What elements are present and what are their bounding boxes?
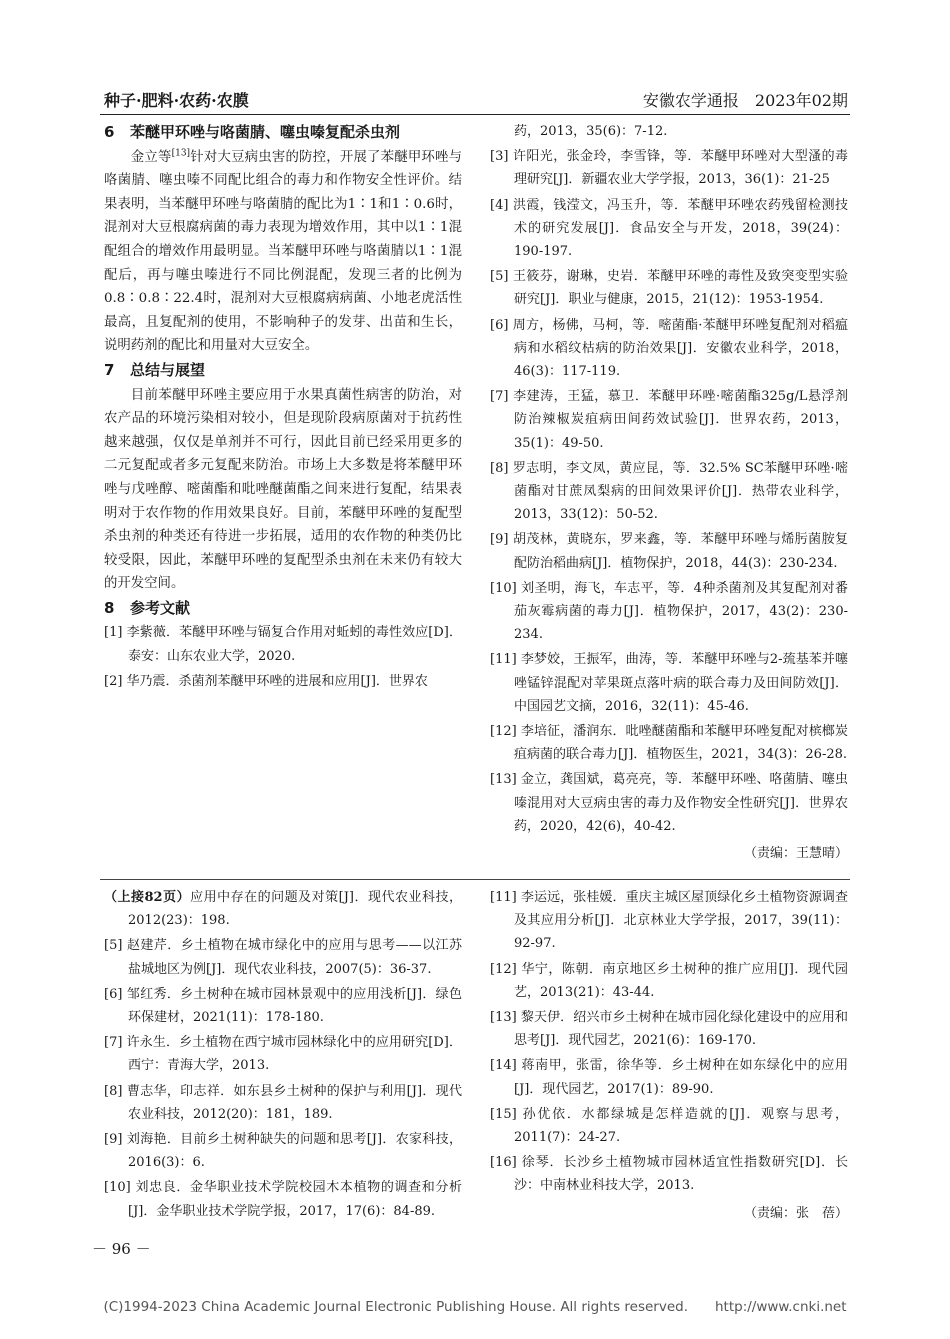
section-title: 总结与展望: [130, 360, 206, 379]
upper-left-column: [104, 120, 462, 695]
reference-item: [12] 华宁，陈朝．南京地区乡土树种的推广应用[J]．现代园艺，2013(21)：43-44.: [490, 961, 848, 1000]
para-text: 针对大豆病虫害的防控，开展了苯醚甲环唑与咯菌腈、噻虫嗪不同配比组合的毒力和作物安全性评价。结果表明，当苯醚甲环唑与咯菌腈的配比为1∶1和1∶0.6时，混剂对大豆根腐病菌的毒力表现为增效作用，其中以1∶1混配组合的增效作用最明显。当苯醚甲环唑与咯菌腈以1∶1混配后，再与噻虫嗪进行不同比例混配，发现三者的比例为0.8∶0.8∶22.4时，混剂对大豆根腐病病菌、小地老虎活性最高，且复配剂的使用，不影响种子的发芽、出苗和生长，说明药剂的配比和用量对大豆安全。: [104, 149, 463, 354]
section-6-heading: [104, 121, 462, 145]
section-7-heading: [104, 359, 462, 383]
section-6-paragraph: [104, 146, 462, 358]
continued-from-label: （上接82页）: [104, 890, 191, 905]
lower-left-column: [104, 886, 462, 1225]
reference-item: [8] 罗志明，李文凤，黄应昆，等．32.5% SC苯醚甲环唑·嘧菌酯对甘蔗凤梨病的田间效果评价[J]．热带农业科学，2013，33(12)：50-52.: [490, 460, 848, 523]
citation-superscript: [13]: [171, 148, 191, 159]
reference-item: [5] 赵建芹．乡土植物在城市绿化中的应用与思考——以江苏盐城地区为例[J]．现代农业科技，2007(5)：36-37.: [104, 938, 462, 977]
section-number: 8: [104, 598, 115, 617]
reference-text: 应用中存在的问题及对策[J]．现代农业科技，2012(23)：198.: [128, 890, 463, 929]
section-8-heading: [104, 597, 462, 621]
copyright-footer: (C)1994-2023 China Academic Journal Electronic Publishing House. All rights reserved. http://www.cnki.net: [103, 1299, 847, 1315]
journal-title-issue: 安徽农学通报 2023年02期: [642, 91, 848, 110]
reference-item: [1] 李紫薇．苯醚甲环唑与镉复合作用对蚯蚓的毒性效应[D]．泰安：山东农业大学，2020.: [104, 625, 462, 664]
reference-item: [12] 李培征，潘润东．吡唑醚菌酯和苯醚甲环唑复配对槟榔炭疽病菌的联合毒力[J]．植物医生，2021，34(3)：26-28.: [490, 724, 848, 763]
reference-item: [2] 华乃震．杀菌剂苯醚甲环唑的进展和应用[J]．世界农: [104, 673, 428, 689]
reference-item: [16] 徐琴．长沙乡土植物城市园林适宜性指数研究[D]．长沙：中南林业科技大学，2013.: [490, 1155, 848, 1194]
reference-item: [11] 李梦姣，王振军，曲涛，等．苯醚甲环唑与2-巯基苯并噻唑锰锌混配对苹果斑点落叶病的联合毒力及田间防效[J]．中国园艺文摘，2016，32(11)：45-46.: [490, 652, 848, 714]
section-number: 6: [104, 123, 115, 141]
section-7-paragraph: 目前苯醚甲环唑主要应用于水果真菌性病害的防治，对农产品的环境污染相对较小，但是现阶段病原菌对于抗药性越来越强，仅仅是单剂并不可行，因此目前已经采用更多的二元复配或者多元复配来防治。市场上大多数是将苯醚甲环唑与戊唑醇、嘧菌酯和吡唑醚菌酯之间来进行复配，结果表明对于农作物的作用效果良好。目前，苯醚甲环唑的复配型杀虫剂的种类还有待进一步拓展，适用的农作物的种类仍比较受限，因此，苯醚甲环唑的复配型杀虫剂在未来仍有较大的开发空间。: [104, 387, 462, 592]
reference-continuation: 药，2013，35(6)：7-12.: [514, 124, 668, 139]
reference-item: [8] 曹志华，印志祥．如东县乡土树种的保护与利用[J]．现代农业科技，2012(20)：181，189.: [104, 1083, 462, 1122]
section-title: 苯醚甲环唑与咯菌腈、噻虫嗪复配杀虫剂: [130, 123, 401, 141]
reference-item: [13] 金立，龚国斌，葛亮亮，等．苯醚甲环唑、咯菌腈、噻虫嗪混用对大豆病虫害的毒力及作物安全性研究[J]．世界农药，2020，42(6)，40-42.: [490, 772, 848, 834]
editor-credit: （责编：张 蓓）: [743, 1205, 848, 1221]
journal-section-header: 种子·肥料·农药·农膜: [104, 91, 249, 110]
lower-right-column: [490, 886, 848, 1225]
divider-rule: [100, 879, 850, 880]
reference-item: [15] 孙优依．水都绿城是怎样造就的[J]．观察与思考，2011(7)：24-27.: [490, 1106, 848, 1146]
reference-item: [9] 刘海艳．目前乡土树种缺失的问题和思考[J]．农家科技，2016(3)：6.: [104, 1132, 462, 1171]
reference-item: [5] 王筱芬，谢琳，史岩．苯醚甲环唑的毒性及致突变型实验研究[J]．职业与健康，2015，21(12)：1953-1954.: [490, 269, 848, 308]
continued-reference: [104, 886, 462, 932]
reference-item: [6] 周方，杨佛，马柯，等．嘧菌酯·苯醚甲环唑复配剂对稻瘟病和水稻纹枯病的防治效果[J]．安徽农业科学，2018，46(3)：117-119.: [490, 317, 848, 380]
reference-item: [7] 李建涛，王猛，慕卫．苯醚甲环唑·嘧菌酯325g/L悬浮剂防治辣椒炭疽病田间药效试验[J]．世界农药，2013，35(1)：49-50.: [490, 389, 848, 451]
reference-item: [13] 黎天伊．绍兴市乡土树种在城市园化绿化建设中的应用和思考[J]．现代园艺，2021(6)：169-170.: [490, 1010, 848, 1049]
section-number: 7: [104, 360, 115, 379]
reference-item: [14] 蒋南甲，张雷，徐华等．乡土树种在如东绿化中的应用[J]．现代园艺，2017(1)：89-90.: [490, 1058, 848, 1097]
reference-item: [4] 洪霞，钱滢文，冯玉升，等．苯醚甲环唑农药残留检测技术的研究发展[J]．食品安全与开发，2018，39(24)：190-197.: [490, 197, 848, 260]
reference-item: [10] 刘圣明，海飞，车志平，等．4种杀菌剂及其复配剂对番茄灰霉病菌的毒力[J]．植物保护，2017，43(2)：230-234.: [490, 580, 848, 643]
page-number: － 96 －: [92, 1240, 151, 1258]
editor-credit: （责编：王慧晴）: [743, 846, 848, 862]
reference-item: [6] 邹红秀．乡土树种在城市园林景观中的应用浅析[J]．绿色环保建材，2021(11)：178-180.: [104, 986, 462, 1026]
reference-item: [10] 刘忠良．金华职业技术学院校园木本植物的调查和分析[J]．金华职业技术学院学报，2017，17(6)：84-89.: [104, 1180, 462, 1219]
section-title: 参考文献: [130, 598, 191, 617]
reference-item: [7] 许永生．乡土植物在西宁城市园林绿化中的应用研究[D]．西宁：青海大学，2013.: [104, 1035, 462, 1074]
upper-right-column: [490, 120, 848, 866]
header-rule: [100, 114, 850, 115]
reference-item: [9] 胡茂林，黄晓东，罗来鑫，等．苯醚甲环唑与烯肟菌胺复配防治稻曲病[J]．植物保护，2018，44(3)：230-234.: [490, 532, 848, 571]
reference-item: [11] 李运远，张桂媛．重庆主城区屋顶绿化乡土植物资源调查及其应用分析[J]．北京林业大学学报，2017，39(11)：92-97.: [490, 890, 848, 952]
reference-item: [3] 许阳光，张金玲，李雪锋，等．苯醚甲环唑对大型溞的毒理研究[J]．新疆农业大学学报，2013，36(1)：21-25: [490, 149, 848, 188]
para-text: 金立等: [130, 149, 172, 165]
